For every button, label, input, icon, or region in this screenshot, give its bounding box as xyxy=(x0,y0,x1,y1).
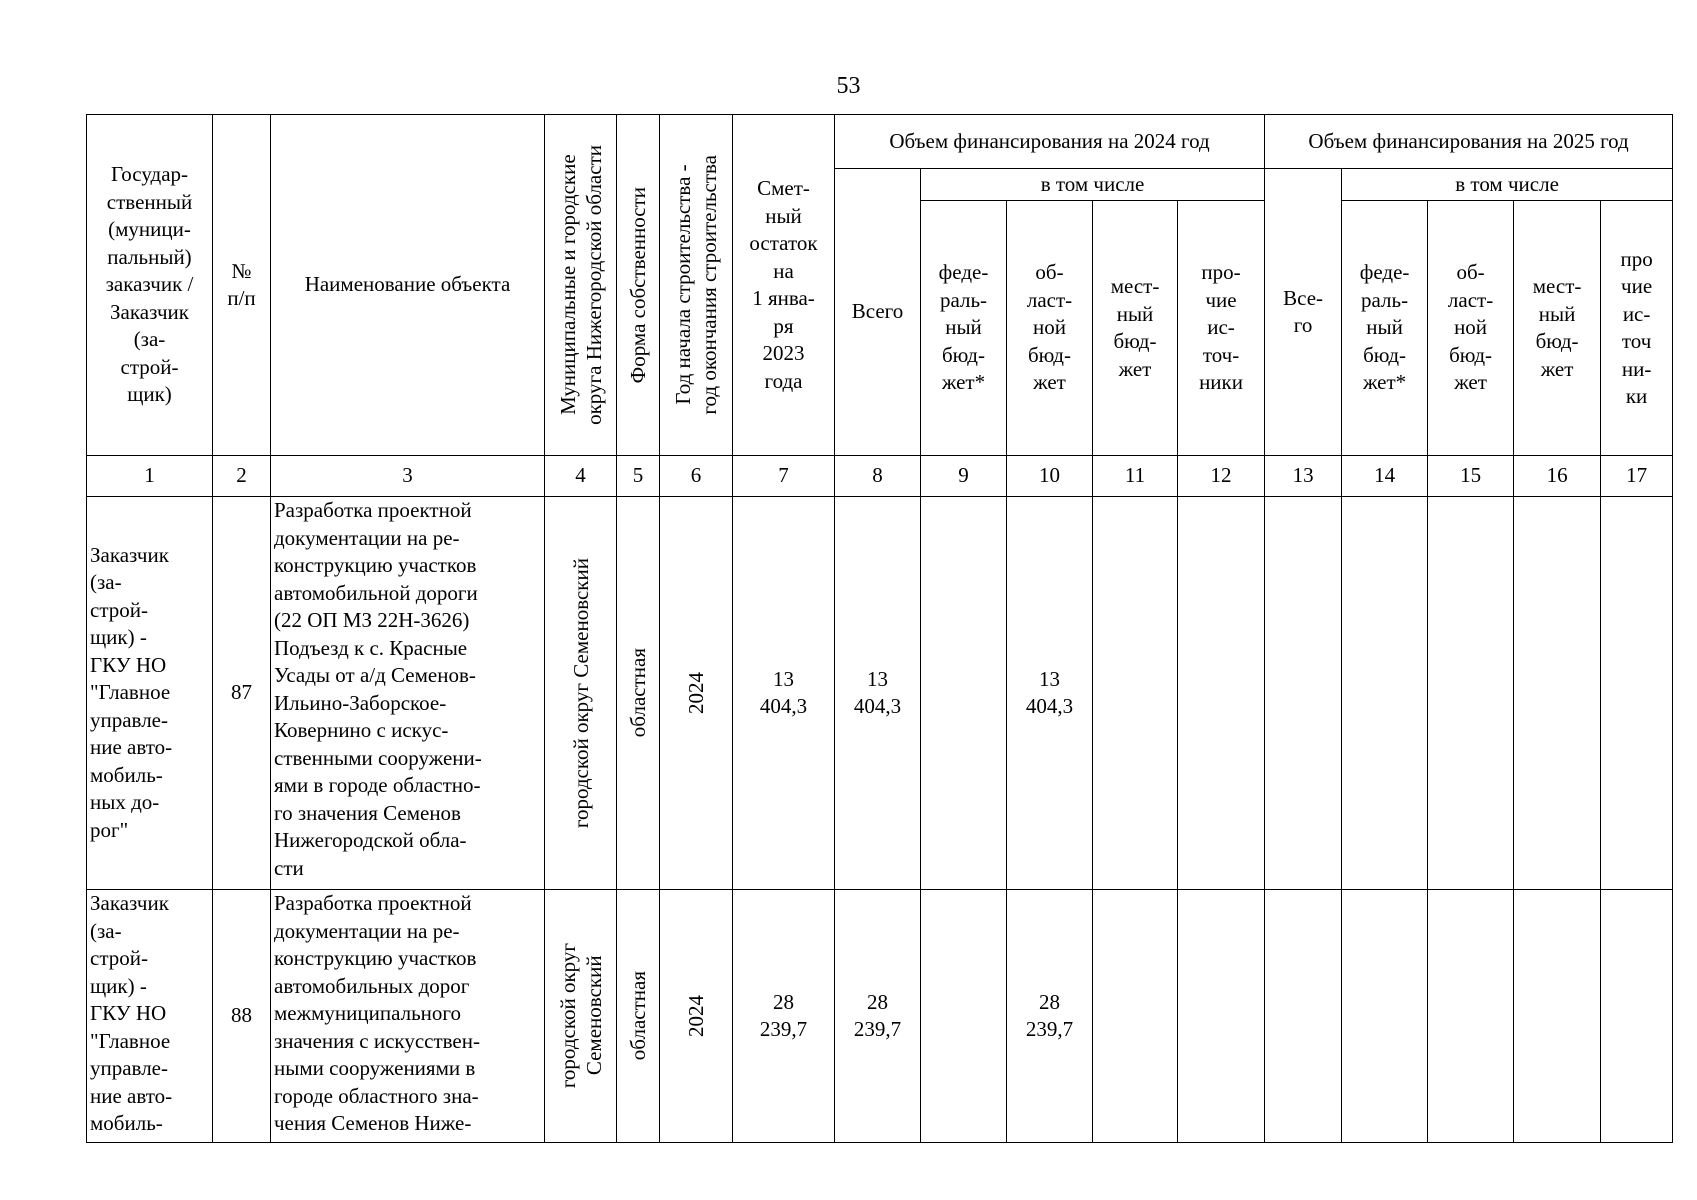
row-remaining: 13 404,3 xyxy=(733,497,835,890)
header-including-2024: в том числе xyxy=(921,169,1265,201)
row-total-2024: 28 239,7 xyxy=(835,890,921,1143)
row-municipality xyxy=(545,890,617,1143)
row-federal-2025 xyxy=(1342,497,1428,890)
column-number-row xyxy=(87,456,1673,497)
row-other-2024 xyxy=(1178,890,1265,1143)
table-row xyxy=(87,890,1673,1143)
row-ownership-text: областная xyxy=(626,971,650,1061)
column-number: 16 xyxy=(1514,456,1601,497)
header-remaining: Смет- ный остаток на 1 янва- ря 2023 года xyxy=(733,115,835,456)
column-number: 4 xyxy=(545,456,617,497)
header-federal-2025: феде- раль- ный бюд- жет* xyxy=(1342,201,1428,456)
column-number: 14 xyxy=(1342,456,1428,497)
page-number: 53 xyxy=(836,73,861,99)
column-number: 11 xyxy=(1093,456,1178,497)
row-municipality-text: городской округ Семеновский xyxy=(555,943,606,1089)
row-municipality-text: городской округ Семеновский xyxy=(568,557,593,829)
row-years-text: 2024 xyxy=(684,672,708,714)
row-regional-2025 xyxy=(1428,497,1514,890)
column-number: 10 xyxy=(1007,456,1093,497)
header-number: № п/п xyxy=(213,115,271,456)
header-municipality-text: Муниципальные и городские округа Нижегородской области xyxy=(555,145,606,425)
row-local-2025 xyxy=(1514,497,1601,890)
header-other-2025: про чие ис- точ ни- ки xyxy=(1601,201,1673,456)
header-funding-2025: Объем финансирования на 2025 год xyxy=(1265,115,1673,169)
table-row xyxy=(87,497,1673,890)
header-local-2025: мест- ный бюд- жет xyxy=(1514,201,1601,456)
investment-table xyxy=(86,114,1673,1143)
header-regional-2025: об- ласт- ной бюд- жет xyxy=(1428,201,1514,456)
row-object-name: Разработка проектной документации на ре- конструкцию участков автомобильных дорог межмуниципального значения с искусствен- ными сооружениями в городе областного зна- чения Семенов Ниже- xyxy=(271,890,545,1143)
header-municipality xyxy=(545,115,617,456)
row-years-text: 2024 xyxy=(684,995,708,1037)
header-federal-2024: феде- раль- ный бюд- жет* xyxy=(921,201,1007,456)
row-remaining: 28 239,7 xyxy=(733,890,835,1143)
header-total-2024: Всего xyxy=(835,169,921,456)
header-total-2025: Все- го xyxy=(1265,169,1342,456)
row-customer: Заказчик (за- строй- щик) - ГКУ НО "Главное управле- ние авто- мобиль- xyxy=(87,890,213,1143)
row-regional-2024: 13 404,3 xyxy=(1007,497,1093,890)
row-object-name: Разработка проектной документации на ре- конструкцию участков автомобильной дороги (22 ОП МЗ 22Н-3626) Подъезд к с. Красные Усады от а/д Семенов- Ильино-Заборское- Ковернино с искус- ственными сооружени- ями в городе областно- го значения Семенов Нижегородской обла- сти xyxy=(271,497,545,890)
row-federal-2024 xyxy=(921,890,1007,1143)
header-years xyxy=(660,115,733,456)
column-number: 5 xyxy=(617,456,660,497)
header-ownership-text: Форма собственности xyxy=(626,186,650,384)
header-customer: Государ- ственный (муници- пальный) заказчик / Заказчик (за- строй- щик) xyxy=(87,115,213,456)
row-local-2024 xyxy=(1093,497,1178,890)
row-other-2024 xyxy=(1178,497,1265,890)
header-funding-2024: Объем финансирования на 2024 год xyxy=(835,115,1265,169)
header-including-2025: в том числе xyxy=(1342,169,1673,201)
row-ownership xyxy=(617,497,660,890)
column-number: 12 xyxy=(1178,456,1265,497)
row-regional-2024: 28 239,7 xyxy=(1007,890,1093,1143)
column-number: 17 xyxy=(1601,456,1673,497)
column-number: 9 xyxy=(921,456,1007,497)
row-number: 88 xyxy=(213,890,271,1143)
header-ownership xyxy=(617,115,660,456)
header-object-name: Наименование объекта xyxy=(271,115,545,456)
row-municipality xyxy=(545,497,617,890)
row-federal-2024 xyxy=(921,497,1007,890)
column-number: 2 xyxy=(213,456,271,497)
column-number: 1 xyxy=(87,456,213,497)
row-customer: Заказчик (за- строй- щик) - ГКУ НО "Главное управле- ние авто- мобиль- ных до- рог" xyxy=(87,497,213,890)
column-number: 8 xyxy=(835,456,921,497)
row-ownership-text: областная xyxy=(626,648,650,738)
header-other-2024: про- чие ис- точ- ники xyxy=(1178,201,1265,456)
row-other-2025 xyxy=(1601,890,1673,1143)
row-local-2025 xyxy=(1514,890,1601,1143)
row-number: 87 xyxy=(213,497,271,890)
row-total-2024: 13 404,3 xyxy=(835,497,921,890)
column-number: 15 xyxy=(1428,456,1514,497)
column-number: 7 xyxy=(733,456,835,497)
row-total-2025 xyxy=(1265,890,1342,1143)
row-regional-2025 xyxy=(1428,890,1514,1143)
row-ownership xyxy=(617,890,660,1143)
header-years-text: Год начала строительства - год окончания строительства xyxy=(671,155,721,415)
row-local-2024 xyxy=(1093,890,1178,1143)
row-years xyxy=(660,890,733,1143)
column-number: 13 xyxy=(1265,456,1342,497)
column-number: 3 xyxy=(271,456,545,497)
row-years xyxy=(660,497,733,890)
header-regional-2024: об- ласт- ной бюд- жет xyxy=(1007,201,1093,456)
column-number: 6 xyxy=(660,456,733,497)
row-federal-2025 xyxy=(1342,890,1428,1143)
row-total-2025 xyxy=(1265,497,1342,890)
header-local-2024: мест- ный бюд- жет xyxy=(1093,201,1178,456)
row-other-2025 xyxy=(1601,497,1673,890)
